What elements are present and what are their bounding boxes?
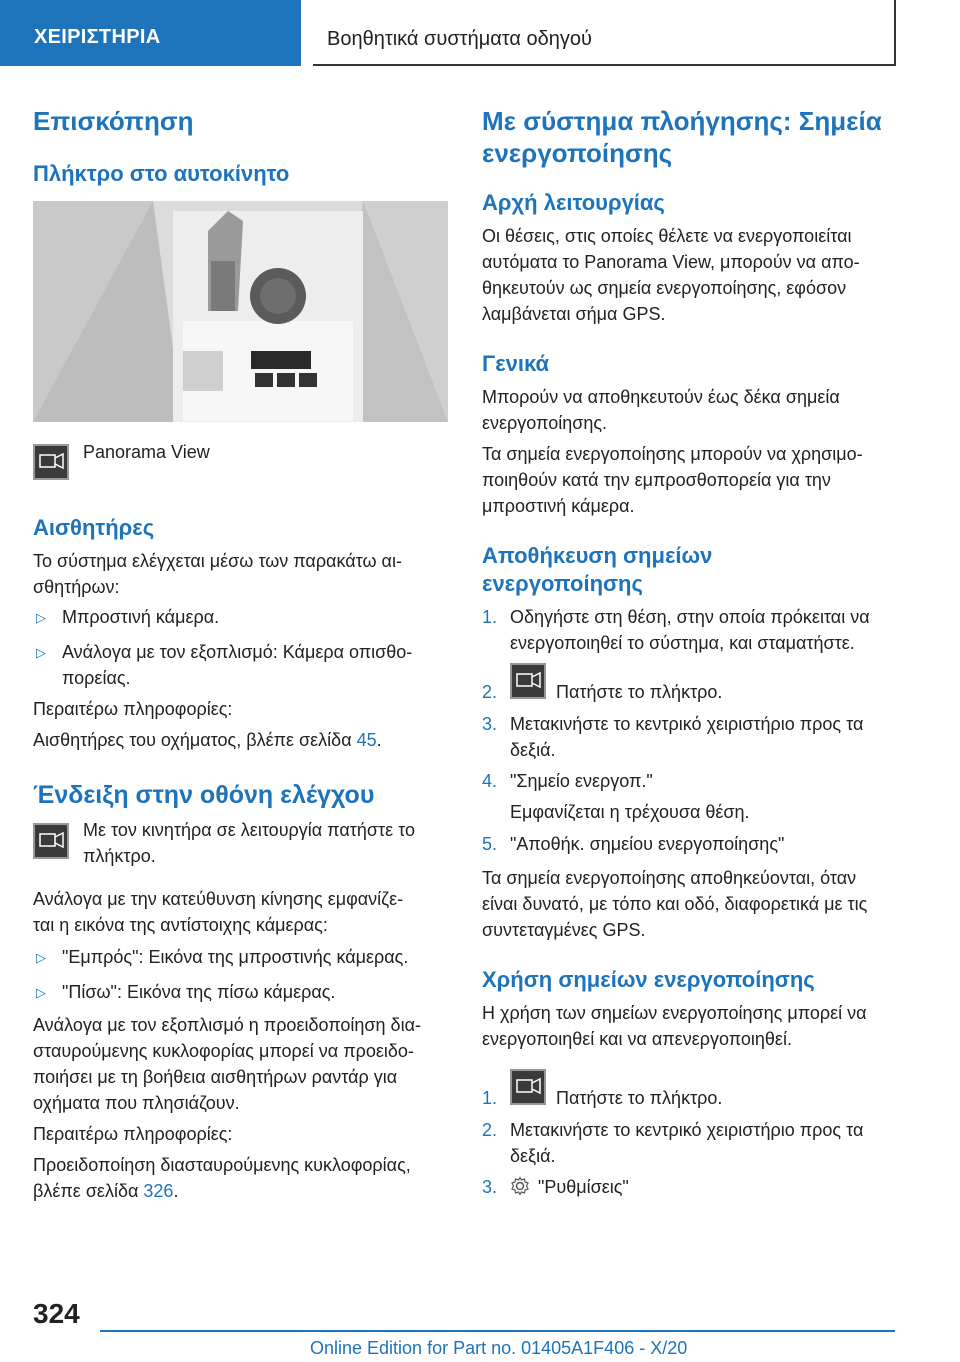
principle-text-4: λαμβάνεται σήμα GPS. bbox=[482, 304, 666, 324]
save-step-2: Πατήστε το πλήκτρο. bbox=[556, 682, 723, 702]
save-step-3b: δεξιά. bbox=[510, 740, 556, 760]
warning-text-3: ποιήσει με τη βοήθεια αισθητήρων ραντάρ για bbox=[33, 1067, 398, 1087]
direction-bullet-1: "Εμπρός": Εικόνα της μπροστινής κάμερας. bbox=[62, 947, 409, 967]
panorama-view-icon bbox=[33, 823, 69, 859]
general-text-2: ενεργοποίησης. bbox=[482, 413, 608, 433]
bullet-icon: ▷ bbox=[36, 985, 46, 1000]
sensors-ref-text: Αισθητήρες του οχήματος, βλέπε σελίδα bbox=[33, 730, 352, 750]
saved-text-3: συντεταγμένες GPS. bbox=[482, 920, 646, 940]
sensors-bullet-2a: Ανάλογα με τον εξοπλισμό: Κάμερα οπισθο- bbox=[62, 642, 413, 662]
save-step-3a: Μετακινήστε το κεντρικό χειριστήριο προς τα bbox=[510, 714, 864, 734]
bullet-icon: ▷ bbox=[36, 645, 46, 660]
panorama-view-icon bbox=[33, 444, 69, 480]
step-number: 3. bbox=[482, 714, 498, 734]
use-step-2b: δεξιά. bbox=[510, 1146, 556, 1166]
heading-display: Ένδειξη στην οθόνη ελέγχου bbox=[33, 781, 375, 809]
panorama-view-label: Panorama View bbox=[83, 442, 210, 462]
general-text-5: μπροστινή κάμερα. bbox=[482, 496, 635, 516]
use-text-1: Η χρήση των σημείων ενεργοποίησης μπορεί να bbox=[482, 1003, 867, 1023]
direction-text-1: Ανάλογα με την κατεύθυνση κίνησης εμφανίζε- bbox=[33, 889, 404, 909]
console-photo bbox=[33, 201, 448, 422]
sensors-text-1: Το σύστημα ελέγχεται μέσω των παρακάτω αι- bbox=[33, 551, 402, 571]
footer-rule bbox=[100, 1330, 895, 1332]
use-text-2: ενεργοποιηθεί και να απενεργοποιηθεί. bbox=[482, 1029, 792, 1049]
page-number: 324 bbox=[33, 1298, 80, 1329]
sensors-ref: Αισθητήρες του οχήματος, βλέπε σελίδα 45. bbox=[33, 730, 382, 750]
heading-save-1: Αποθήκευση σημείων bbox=[482, 543, 713, 568]
warning-text-4: οχήματα που πλησιάζουν. bbox=[33, 1093, 240, 1113]
heading-use: Χρήση σημείων ενεργοποίησης bbox=[482, 967, 815, 992]
step-number: 4. bbox=[482, 771, 498, 791]
sensors-bullet-2b: πορείας. bbox=[62, 668, 131, 688]
panorama-view-icon bbox=[510, 663, 546, 699]
step-number: 2. bbox=[482, 1120, 498, 1140]
display-text-1: Με τον κινητήρα σε λειτουργία πατήστε το bbox=[83, 820, 415, 840]
save-step-4b: Εμφανίζεται η τρέχουσα θέση. bbox=[510, 802, 750, 822]
panorama-view-icon bbox=[510, 1069, 546, 1105]
direction-text-2: ται η εικόνα της αντίστοιχης κάμερας: bbox=[33, 915, 328, 935]
use-step-1: Πατήστε το πλήκτρο. bbox=[556, 1088, 723, 1108]
general-text-3: Τα σημεία ενεργοποίησης μπορούν να χρησιμο- bbox=[482, 444, 863, 464]
saved-text-2: είναι δυνατό, με τόπο και οδό, διαφορετικά με τις bbox=[482, 894, 868, 914]
heading-principle: Αρχή λειτουργίας bbox=[482, 190, 665, 215]
step-number: 3. bbox=[482, 1177, 498, 1197]
heading-nav-2: ενεργοποίησης bbox=[482, 138, 673, 168]
step-number: 5. bbox=[482, 834, 498, 854]
sensors-bullet-1: Μπροστινή κάμερα. bbox=[62, 607, 220, 627]
bullet-icon: ▷ bbox=[36, 950, 46, 965]
display-text-2: πλήκτρο. bbox=[83, 846, 156, 866]
step-number: 1. bbox=[482, 607, 498, 627]
more-info-label: Περαιτέρω πληροφορίες: bbox=[33, 699, 233, 719]
saved-text-1: Τα σημεία ενεργοποίησης αποθηκεύονται, όταν bbox=[482, 868, 857, 888]
warning-ref-1: Προειδοποίηση διασταυρούμενης κυκλοφορίας, bbox=[33, 1155, 411, 1175]
save-step-5: "Αποθήκ. σημείου ενεργοποίησης" bbox=[510, 834, 785, 854]
warning-page-link[interactable]: 326 bbox=[143, 1181, 174, 1201]
chapter-title: Βοηθητικά συστήματα οδηγού bbox=[327, 28, 592, 50]
heading-nav-1: Με σύστημα πλοήγησης: Σημεία bbox=[482, 106, 882, 136]
use-step-3: "Ρυθμίσεις" bbox=[538, 1177, 629, 1197]
heading-save-2: ενεργοποίησης bbox=[482, 571, 643, 596]
header-divider bbox=[299, 0, 301, 66]
bullet-icon: ▷ bbox=[36, 610, 46, 625]
section-tab-label: ΧΕΙΡΙΣΤΗΡΙΑ bbox=[34, 26, 161, 48]
principle-text-1: Οι θέσεις, στις οποίες θέλετε να ενεργοποιείται bbox=[482, 226, 852, 246]
edition-text: Online Edition for Part no. 01405A1F406 - X/20 bbox=[310, 1338, 688, 1358]
general-text-1: Μπορούν να αποθηκευτούν έως δέκα σημεία bbox=[482, 387, 840, 407]
warning-ref-2: βλέπε σελίδα 326. bbox=[33, 1181, 179, 1201]
principle-text-2: αυτόματα το Panorama View, μπορούν να απο- bbox=[482, 252, 860, 272]
use-step-2a: Μετακινήστε το κεντρικό χειριστήριο προς τα bbox=[510, 1120, 864, 1140]
step-number: 1. bbox=[482, 1088, 498, 1108]
chapter-header bbox=[313, 0, 896, 66]
sensors-text-2: σθητήρων: bbox=[33, 577, 120, 597]
step-number: 2. bbox=[482, 682, 498, 702]
save-step-1b: ενεργοποιηθεί το σύστημα, και σταματήστε. bbox=[510, 633, 855, 653]
sensors-page-link[interactable]: 45 bbox=[356, 730, 377, 750]
gear-icon bbox=[510, 1176, 530, 1201]
heading-sensors: Αισθητήρες bbox=[33, 515, 155, 540]
heading-button-in-car: Πλήκτρο στο αυτοκίνητο bbox=[33, 161, 290, 186]
save-step-4a: "Σημείο ενεργοπ." bbox=[510, 771, 653, 791]
section-tab bbox=[0, 0, 299, 66]
principle-text-3: θηκευτούν ως σημεία ενεργοποίησης, εφόσον bbox=[482, 278, 847, 298]
heading-general: Γενικά bbox=[482, 351, 550, 376]
warning-ref-text: βλέπε σελίδα bbox=[33, 1181, 139, 1201]
general-text-4: ποιηθούν κατά την εμπροσθοπορεία για την bbox=[482, 470, 831, 490]
heading-overview: Επισκόπηση bbox=[33, 106, 194, 136]
warning-text-2: σταυρούμενης κυκλοφορίας μπορεί να προειδο- bbox=[33, 1041, 414, 1061]
more-info-label-2: Περαιτέρω πληροφορίες: bbox=[33, 1124, 233, 1144]
save-step-1a: Οδηγήστε στη θέση, στην οποία πρόκειται να bbox=[510, 607, 870, 627]
direction-bullet-2: "Πίσω": Εικόνα της πίσω κάμερας. bbox=[62, 982, 336, 1002]
warning-text-1: Ανάλογα με τον εξοπλισμό η προειδοποίηση δια- bbox=[33, 1015, 421, 1035]
